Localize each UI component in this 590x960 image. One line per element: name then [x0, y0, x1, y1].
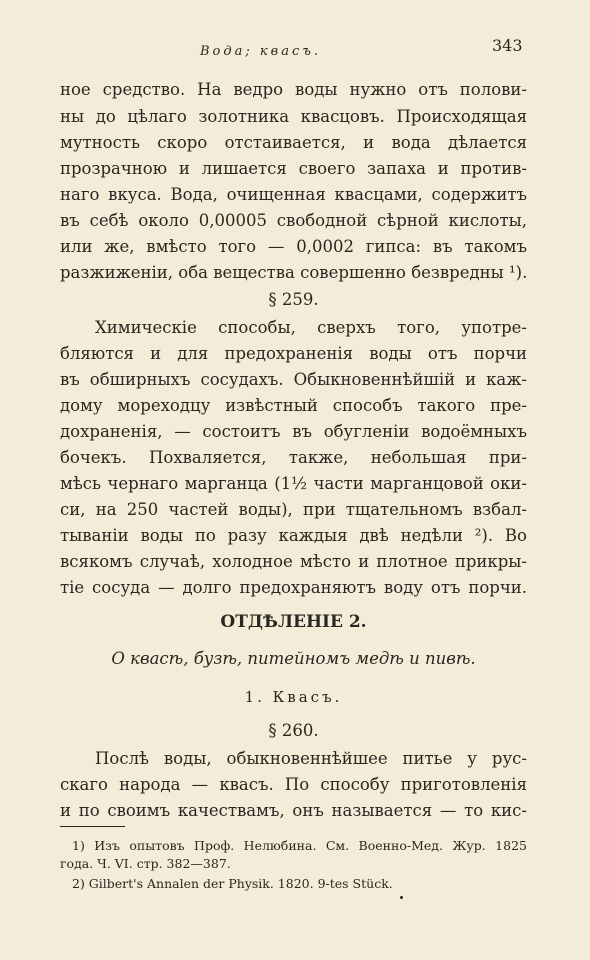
text-line: или же, вмѣсто того — 0,0002 гипса: въ такомъ [60, 237, 527, 256]
text-line: си, на 250 частей воды), при тщательномъ взбал- [60, 500, 527, 519]
text-line: прозрачною и лишается своего запаха и против- [60, 159, 527, 178]
text-line: въ себѣ около 0,00005 свободной сѣрной кислоты, [60, 211, 527, 230]
text-line: дому мореходцу извѣстный способъ такого пре- [60, 396, 527, 415]
footnote-rule [60, 826, 125, 827]
page-number: 343 [492, 36, 523, 55]
text-line: Химическіе способы, сверхъ того, употре- [95, 318, 527, 337]
text-line: мутность скоро отстаивается, и вода дѣлается [60, 133, 527, 152]
text-line: бляются и для предохраненія воды отъ порчи [60, 344, 527, 363]
text-line: тіе сосуда — долго предохраняютъ воду отъ порчи. [60, 578, 527, 597]
section-heading: § 260. [268, 721, 319, 740]
footnote: года. Ч. VI. стр. 382—387. [60, 856, 231, 871]
footnote: 1) Изъ опытовъ Проф. Нелюбина. См. Военно-Мед. Жур. 1825 [72, 838, 527, 853]
text-line: и по своимъ качествамъ, онъ называется — то кис- [60, 801, 527, 820]
text-line: ное средство. На ведро воды нужно отъ полови- [60, 80, 527, 99]
text-line: всякомъ случаѣ, холодное мѣсто и плотное прикры- [60, 552, 527, 571]
footnote: 2) Gilbert's Annalen der Physik. 1820. 9-tes Stück. [72, 876, 393, 891]
text-line: бочекъ. Похваляется, также, небольшая при- [60, 448, 527, 467]
text-line: разжиженіи, оба вещества совершенно безвредны ¹). [60, 263, 528, 282]
subsection-heading: 1. Квасъ. [244, 688, 343, 706]
division-heading: ОТДѢЛЕНІЕ 2. [220, 612, 367, 632]
text-line: наго вкуса. Вода, очищенная квасцами, содержитъ [60, 185, 527, 204]
text-line: тываніи воды по разу каждыя двѣ недѣли ²). Во [60, 526, 527, 545]
text-line: Послѣ воды, обыкновеннѣйшее питье у рус- [95, 749, 527, 768]
text-line: скаго народа — квасъ. По способу приготовленія [60, 775, 527, 794]
text-line: дохраненія, — состоитъ въ обугленіи водоёмныхъ [60, 422, 527, 441]
text-line: въ обширныхъ сосудахъ. Обыкновеннѣйшій и каж- [60, 370, 527, 389]
text-line: ны до цѣлаго золотника квасцовъ. Происходящая [60, 107, 527, 126]
text-line: мѣсь чернаго марганца (1½ части марганцовой оки- [60, 474, 527, 493]
division-subtitle: О квасѣ, бузѣ, питейномъ медѣ и пивѣ. [111, 649, 476, 668]
section-heading: § 259. [268, 290, 319, 309]
running-head: Вода; квасъ. [200, 44, 322, 59]
ink-speck [400, 896, 403, 899]
